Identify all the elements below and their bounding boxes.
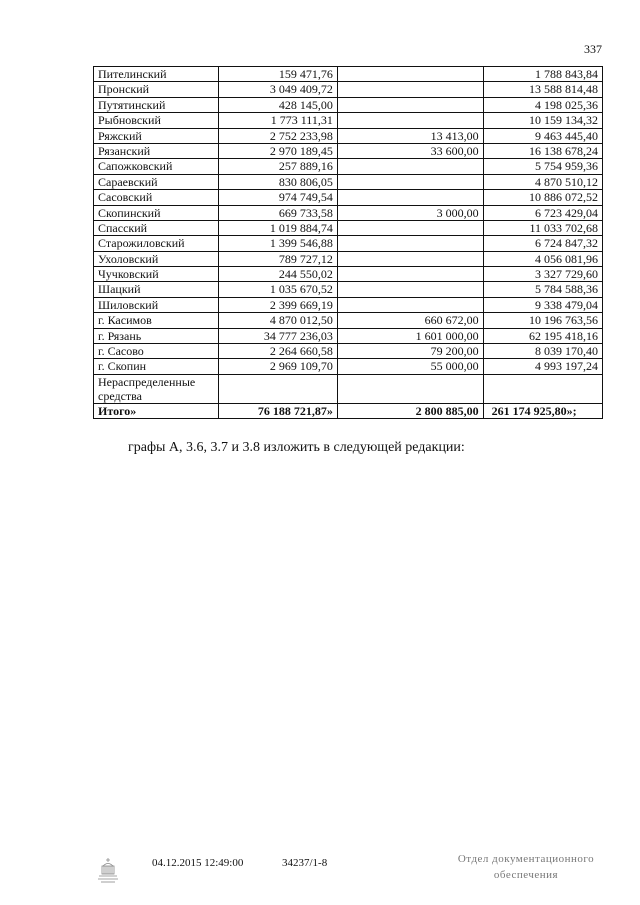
total-value-2: 2 800 885,00 [337,403,483,418]
row-value-1: 2 752 233,98 [219,128,337,143]
row-value-1: 3 049 409,72 [219,82,337,97]
row-name: Ряжский [94,128,219,143]
row-value-1: 4 870 012,50 [219,313,337,328]
row-value-1: 789 727,12 [219,251,337,266]
row-value-1: 1 019 884,74 [219,220,337,235]
row-value-3 [483,374,602,403]
row-value-2: 79 200,00 [337,344,483,359]
row-name: Чучковский [94,267,219,282]
footer-doc-code: 34237/1-8 [282,857,328,869]
row-value-2 [337,174,483,189]
row-value-2 [337,282,483,297]
row-name: Спасский [94,220,219,235]
table-row [94,297,603,312]
row-name: г. Рязань [94,328,219,343]
row-value-3: 16 138 678,24 [483,143,602,158]
row-value-3: 4 198 025,36 [483,97,602,112]
row-value-3: 4 056 081,96 [483,251,602,266]
row-value-3: 11 033 702,68 [483,220,602,235]
row-value-1: 974 749,54 [219,190,337,205]
table-row-total [94,403,603,418]
row-value-2 [337,190,483,205]
table-row [94,113,603,128]
table-row [94,282,603,297]
row-value-3: 8 039 170,40 [483,344,602,359]
row-name: Сараевский [94,174,219,189]
row-name: Старожиловский [94,236,219,251]
table-row [94,190,603,205]
row-value-1: 244 550,02 [219,267,337,282]
instruction-text: графы А, 3.6, 3.7 и 3.8 изложить в следующей редакции: [128,440,465,455]
table-row [94,313,603,328]
table-row [94,220,603,235]
table-row [94,236,603,251]
row-value-1: 1 773 111,31 [219,113,337,128]
total-value-3: 261 174 925,80»; [483,403,602,418]
row-value-2 [337,236,483,251]
row-name: Путятинский [94,97,219,112]
row-name: Сасовский [94,190,219,205]
row-value-2 [337,67,483,82]
row-name: Шиловский [94,297,219,312]
row-value-2: 55 000,00 [337,359,483,374]
row-name: Сапожковский [94,159,219,174]
table-row [94,344,603,359]
row-value-1: 257 889,16 [219,159,337,174]
row-value-3: 10 196 763,56 [483,313,602,328]
row-value-3: 1 788 843,84 [483,67,602,82]
row-value-3: 5 784 588,36 [483,282,602,297]
row-value-2: 13 413,00 [337,128,483,143]
table-row [94,128,603,143]
table-row [94,82,603,97]
row-value-2 [337,220,483,235]
row-value-1 [219,374,337,403]
row-value-1: 428 145,00 [219,97,337,112]
row-value-2: 3 000,00 [337,205,483,220]
row-value-1: 2 264 660,58 [219,344,337,359]
row-value-1: 830 806,05 [219,174,337,189]
row-value-3: 9 463 445,40 [483,128,602,143]
table-row [94,205,603,220]
row-value-3: 6 724 847,32 [483,236,602,251]
row-value-2 [337,159,483,174]
row-value-2 [337,251,483,266]
table-row-unallocated [94,374,603,403]
row-name: Ухоловский [94,251,219,266]
row-value-1: 1 035 670,52 [219,282,337,297]
stamp-line-1: Отдел документационного [457,853,595,865]
row-value-2 [337,82,483,97]
row-value-1: 159 471,76 [219,67,337,82]
duma-emblem-icon [95,856,121,886]
table-row [94,267,603,282]
row-value-3: 4 993 197,24 [483,359,602,374]
table-row [94,328,603,343]
row-value-2: 33 600,00 [337,143,483,158]
row-value-2 [337,297,483,312]
row-value-3: 3 327 729,60 [483,267,602,282]
row-name: г. Касимов [94,313,219,328]
row-value-3: 6 723 429,04 [483,205,602,220]
table-row [94,67,603,82]
row-name: Рыбновский [94,113,219,128]
department-stamp [446,851,606,883]
table-row [94,143,603,158]
row-name: Пронский [94,82,219,97]
row-name: Рязанский [94,143,219,158]
row-value-2 [337,267,483,282]
row-name: г. Сасово [94,344,219,359]
row-name: Скопинский [94,205,219,220]
row-value-2: 660 672,00 [337,313,483,328]
table-row [94,97,603,112]
row-value-3: 9 338 479,04 [483,297,602,312]
row-value-3: 5 754 959,36 [483,159,602,174]
row-value-2 [337,374,483,403]
total-label: Итого» [94,403,219,418]
row-value-1: 669 733,58 [219,205,337,220]
stamp-line-2: обеспечения [493,869,559,881]
total-value-1: 76 188 721,87» [219,403,337,418]
row-value-2 [337,113,483,128]
row-value-1: 34 777 236,03 [219,328,337,343]
table-body [94,67,603,419]
table-row [94,174,603,189]
row-name: Нераспределенные средства [94,374,219,403]
row-value-3: 10 159 134,32 [483,113,602,128]
row-name: Пителинский [94,67,219,82]
budget-table [93,66,603,419]
row-name: г. Скопин [94,359,219,374]
row-value-1: 2 399 669,19 [219,297,337,312]
table-row [94,359,603,374]
footer-datetime: 04.12.2015 12:49:00 [152,857,244,869]
row-value-2: 1 601 000,00 [337,328,483,343]
row-name: Шацкий [94,282,219,297]
row-value-3: 13 588 814,48 [483,82,602,97]
table-row [94,159,603,174]
row-value-1: 2 970 189,45 [219,143,337,158]
row-value-3: 10 886 072,52 [483,190,602,205]
page-number: 337 [584,42,602,56]
table-row [94,251,603,266]
row-value-3: 62 195 418,16 [483,328,602,343]
row-value-1: 2 969 109,70 [219,359,337,374]
row-value-3: 4 870 510,12 [483,174,602,189]
row-value-1: 1 399 546,88 [219,236,337,251]
row-value-2 [337,97,483,112]
